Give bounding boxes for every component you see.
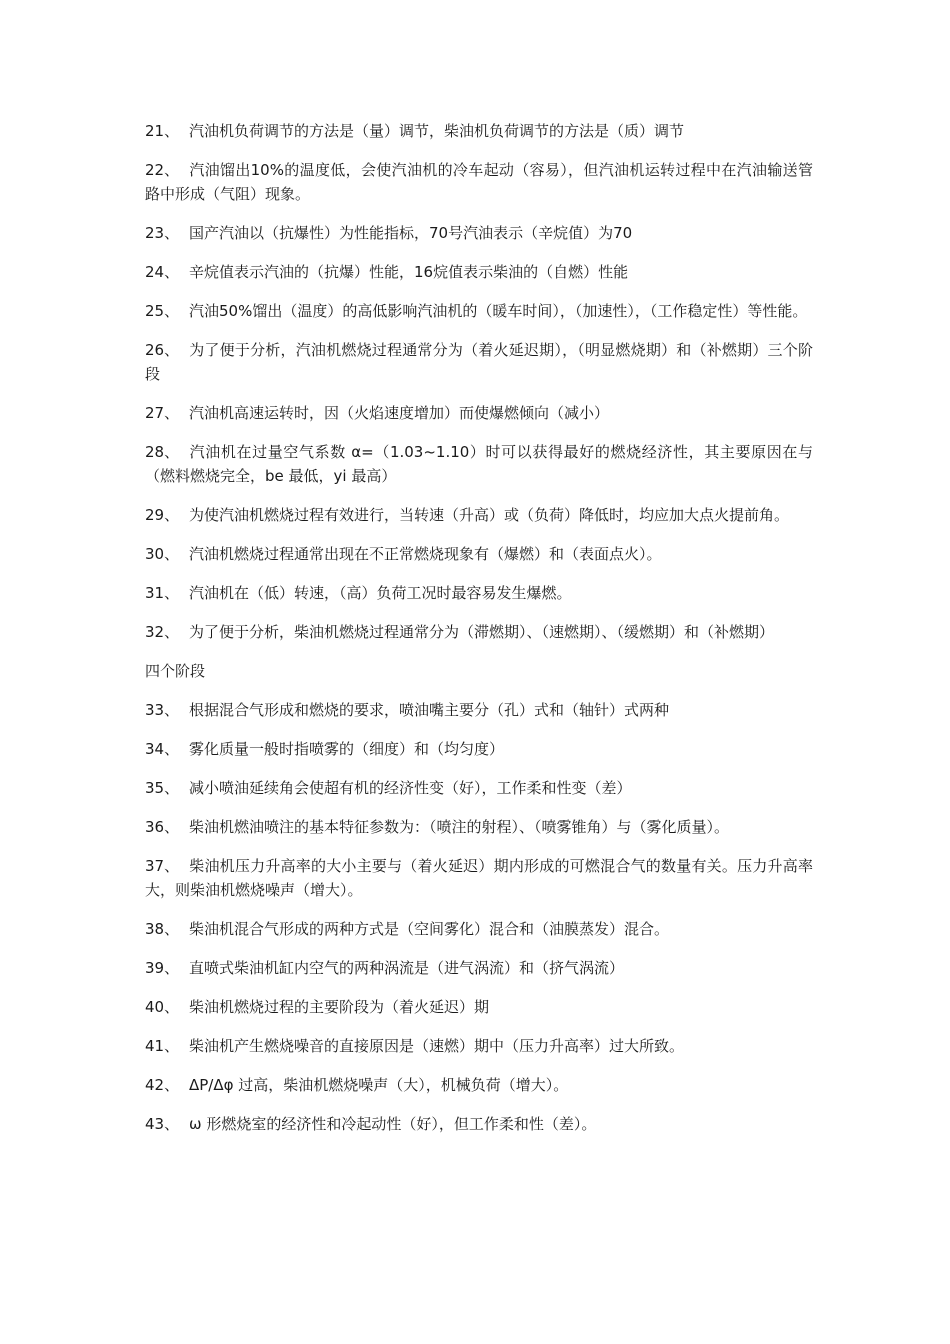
item-text: 柴油机混合气形成的两种方式是（空间雾化）混合和（油膜蒸发）混合。 bbox=[189, 920, 670, 938]
list-item-43 bbox=[145, 1112, 813, 1136]
item-number: 26、 bbox=[145, 341, 180, 359]
list-item-39 bbox=[145, 956, 813, 980]
item-text: 减小喷油延续角会使超有机的经济性变（好），工作柔和性变（差） bbox=[189, 779, 632, 797]
item-number: 22、 bbox=[145, 161, 180, 179]
item-number: 33、 bbox=[145, 701, 180, 719]
item-text: 国产汽油以（抗爆性）为性能指标，70号汽油表示（辛烷值）为70 bbox=[189, 224, 633, 242]
item-text: 柴油机产生燃烧噪音的直接原因是（速燃）期中（压力升高率）过大所致。 bbox=[189, 1037, 685, 1055]
list-item-35 bbox=[145, 776, 813, 800]
item-number: 34、 bbox=[145, 740, 180, 758]
list-item-27 bbox=[145, 401, 813, 425]
item-number: 42、 bbox=[145, 1076, 180, 1094]
list-item-36 bbox=[145, 815, 813, 839]
item-number: 40、 bbox=[145, 998, 180, 1016]
item-text: 汽油机在（低）转速，（高）负荷工况时最容易发生爆燃。 bbox=[189, 584, 572, 602]
list-item-31 bbox=[145, 581, 813, 605]
document-body bbox=[145, 119, 813, 1151]
item-text: 汽油机高速运转时，因（火焰速度增加）而使爆燃倾向（减小） bbox=[189, 404, 610, 422]
list-item-30 bbox=[145, 542, 813, 566]
item-text: 汽油馏出10%的温度低，会使汽油机的冷车起动（容易），但汽油机运转过程中在汽油输送管路中形成（气阻）现象。 bbox=[145, 161, 813, 203]
list-item-28 bbox=[145, 440, 813, 488]
item-text: 柴油机燃烧过程的主要阶段为（着火延迟）期 bbox=[189, 998, 490, 1016]
item-number: 36、 bbox=[145, 818, 180, 836]
item-text: 根据混合气形成和燃烧的要求，喷油嘴主要分（孔）式和（轴针）式两种 bbox=[189, 701, 670, 719]
item-number: 25、 bbox=[145, 302, 180, 320]
list-item-38 bbox=[145, 917, 813, 941]
item-number: 29、 bbox=[145, 506, 180, 524]
item-number: 32、 bbox=[145, 623, 180, 641]
list-item-21 bbox=[145, 119, 813, 143]
item-number: 37、 bbox=[145, 857, 180, 875]
list-item-26 bbox=[145, 338, 813, 386]
item-text: 柴油机燃油喷注的基本特征参数为：（喷注的射程）、（喷雾锥角）与（雾化质量）。 bbox=[189, 818, 730, 836]
list-item-42 bbox=[145, 1073, 813, 1097]
item-text: 汽油50%馏出（温度）的高低影响汽油机的（暖车时间），（加速性），（工作稳定性）等性能。 bbox=[189, 302, 808, 320]
list-item-32 bbox=[145, 620, 813, 644]
item-text: 汽油机在过量空气系数 α=（1.03~1.10）时可以获得最好的燃烧经济性，其主要原因在与（燃料燃烧完全，be 最低，yi 最高） bbox=[145, 443, 813, 485]
item-text: ω 形燃烧室的经济性和冷起动性（好），但工作柔和性（差）。 bbox=[189, 1115, 597, 1133]
item-text: 辛烷值表示汽油的（抗爆）性能，16烷值表示柴油的（自燃）性能 bbox=[189, 263, 629, 281]
item-text: 为使汽油机燃烧过程有效进行，当转速（升高）或（负荷）降低时，均应加大点火提前角。 bbox=[189, 506, 790, 524]
item-number: 38、 bbox=[145, 920, 180, 938]
item-text: 柴油机压力升高率的大小主要与（着火延迟）期内形成的可燃混合气的数量有关。压力升高率大，则柴油机燃烧噪声（增大）。 bbox=[145, 857, 813, 899]
item-text: ΔP/Δφ 过高，柴油机燃烧噪声（大），机械负荷（增大）。 bbox=[189, 1076, 569, 1094]
list-item-41 bbox=[145, 1034, 813, 1058]
item-number: 35、 bbox=[145, 779, 180, 797]
continuation-text: 四个阶段 bbox=[145, 662, 206, 680]
item-text: 汽油机燃烧过程通常出现在不正常燃烧现象有（爆燃）和（表面点火）。 bbox=[189, 545, 662, 563]
item-number: 24、 bbox=[145, 263, 180, 281]
item-number: 31、 bbox=[145, 584, 180, 602]
list-item-37 bbox=[145, 854, 813, 902]
item-number: 41、 bbox=[145, 1037, 180, 1055]
list-item-40 bbox=[145, 995, 813, 1019]
item-text: 为了便于分析，汽油机燃烧过程通常分为（着火延迟期），（明显燃烧期）和（补燃期）三个阶段 bbox=[145, 341, 813, 383]
list-item-22 bbox=[145, 158, 813, 206]
list-item-33 bbox=[145, 698, 813, 722]
list-item-34 bbox=[145, 737, 813, 761]
list-item-25 bbox=[145, 299, 813, 323]
item-number: 39、 bbox=[145, 959, 180, 977]
item-number: 27、 bbox=[145, 404, 180, 422]
list-item-24 bbox=[145, 260, 813, 284]
item-number: 43、 bbox=[145, 1115, 180, 1133]
item-number: 21、 bbox=[145, 122, 180, 140]
item-number: 30、 bbox=[145, 545, 180, 563]
item-text: 雾化质量一般时指喷雾的（细度）和（均匀度） bbox=[189, 740, 505, 758]
item-number: 28、 bbox=[145, 443, 180, 461]
item-text: 汽油机负荷调节的方法是（量）调节，柴油机负荷调节的方法是（质）调节 bbox=[189, 122, 685, 140]
list-item-29 bbox=[145, 503, 813, 527]
item-text: 直喷式柴油机缸内空气的两种涡流是（进气涡流）和（挤气涡流） bbox=[189, 959, 625, 977]
list-item-23 bbox=[145, 221, 813, 245]
item-number: 23、 bbox=[145, 224, 180, 242]
item-text: 为了便于分析，柴油机燃烧过程通常分为（滞燃期）、（速燃期）、（缓燃期）和（补燃期） bbox=[189, 623, 775, 641]
